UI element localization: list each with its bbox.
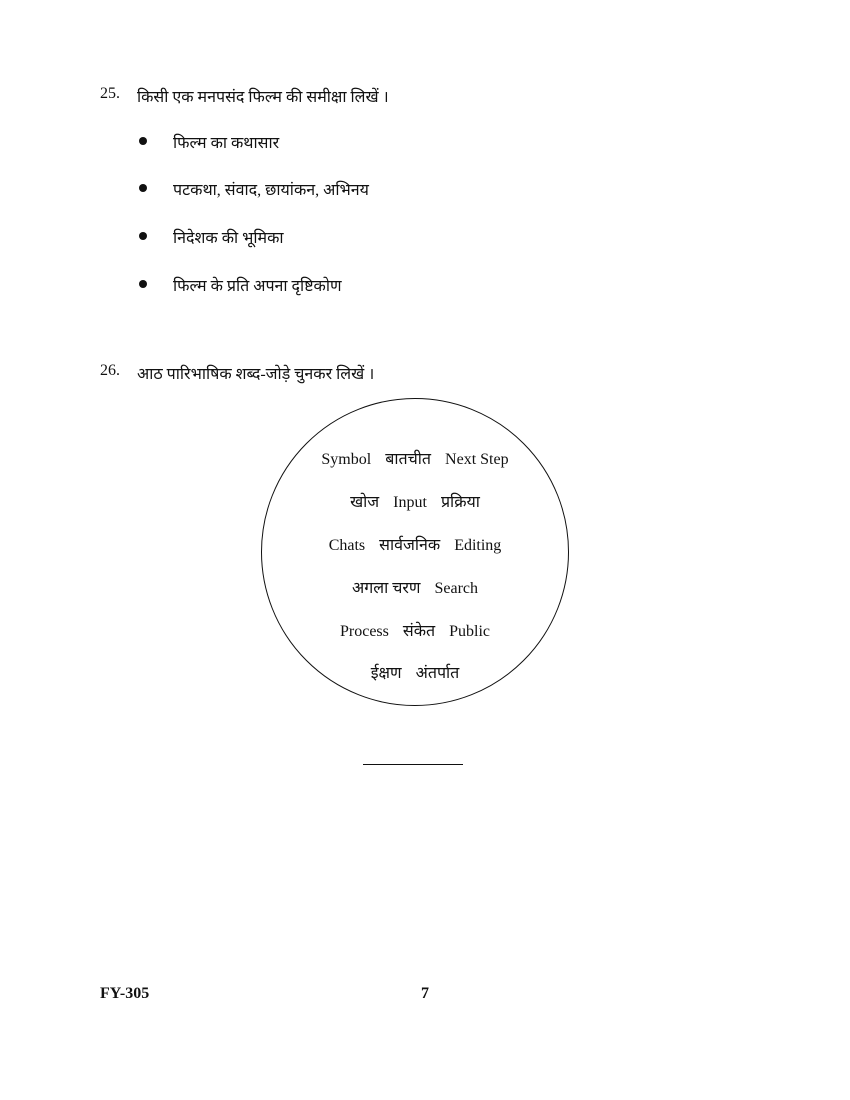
- term: अगला चरण: [351, 580, 421, 597]
- end-of-section-divider: [363, 764, 463, 765]
- question-26-text: आठ पारिभाषिक शब्द-जोड़े चुनकर लिखें ।: [137, 366, 375, 383]
- term: Public: [449, 623, 490, 640]
- term: Symbol: [321, 451, 372, 468]
- term: Search: [434, 580, 479, 597]
- question-25-text: किसी एक मनपसंद फिल्म की समीक्षा लिखें ।: [137, 89, 389, 106]
- term: ईक्षण: [370, 665, 402, 682]
- term: Input: [393, 494, 427, 511]
- bullet-icon: [139, 280, 147, 288]
- question-25-number: 25.: [100, 85, 120, 102]
- term: प्रक्रिया: [440, 494, 480, 511]
- question-26-number: 26.: [100, 362, 120, 379]
- term-row: [261, 447, 569, 469]
- bullet-icon: [139, 137, 147, 145]
- bullet-icon: [139, 232, 147, 240]
- term: बातचीत: [385, 451, 432, 468]
- bullet-text: फिल्म का कथासार: [173, 135, 280, 152]
- term: सार्वजनिक: [379, 537, 441, 554]
- term-row: [261, 490, 569, 512]
- term-row: [261, 576, 569, 598]
- term: Next Step: [445, 451, 509, 468]
- term: Chats: [328, 537, 366, 554]
- term: अंतर्पात: [415, 665, 460, 682]
- term: संकेत: [402, 623, 436, 640]
- bullet-icon: [139, 184, 147, 192]
- bullet-text: निदेशक की भूमिका: [173, 230, 284, 247]
- bullet-text: पटकथा, संवाद, छायांकन, अभिनय: [173, 182, 369, 199]
- term-row: [261, 619, 569, 641]
- term-row: [261, 533, 569, 555]
- bullet-text: फिल्म के प्रति अपना दृष्टिकोण: [173, 278, 342, 295]
- term: Editing: [454, 537, 502, 554]
- term: Process: [339, 623, 389, 640]
- page-number: 7: [421, 985, 429, 1002]
- term: खोज: [350, 494, 380, 511]
- term-row: [261, 661, 569, 683]
- paper-code: FY-305: [100, 985, 150, 1002]
